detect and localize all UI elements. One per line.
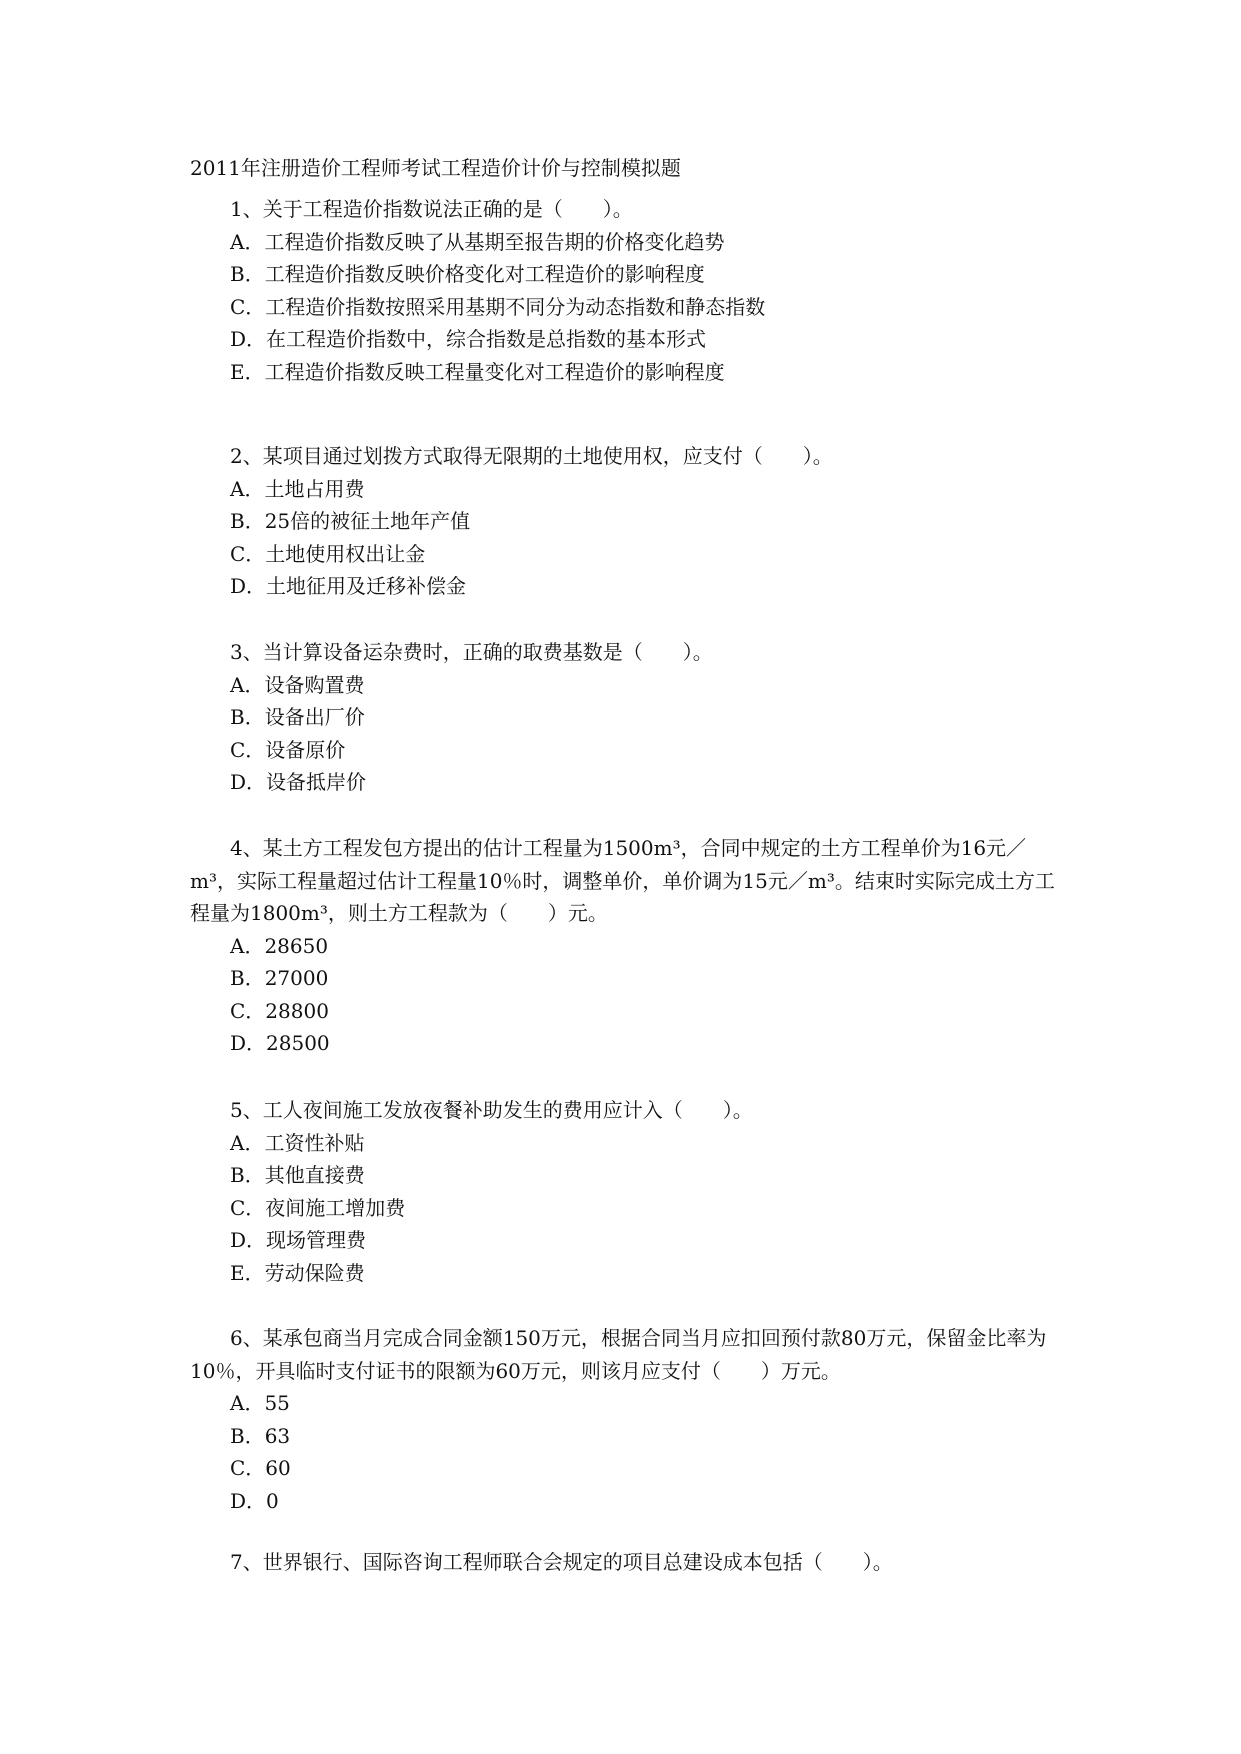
option-b: B．25倍的被征土地年产值 [230, 509, 471, 533]
option-list [190, 669, 1070, 799]
question-text: 2、某项目通过划拨方式取得无限期的土地使用权，应支付（ ）。 [230, 444, 833, 468]
question-1 [190, 193, 1070, 388]
option-a: A．工资性补贴 [230, 1130, 365, 1155]
question-4 [190, 832, 1070, 1060]
option-d: D．在工程造价指数中，综合指数是总指数的基本形式 [230, 327, 707, 351]
option-list [190, 1387, 1070, 1517]
option-d: D．28500 [230, 1031, 330, 1055]
question-text: 1、关于工程造价指数说法正确的是（ ）。 [230, 197, 633, 221]
option-list [190, 226, 1070, 389]
question-text: 3、当计算设备运杂费时，正确的取费基数是（ ）。 [230, 640, 713, 664]
option-b: B．63 [230, 1423, 291, 1448]
document-title: 2011年注册造价工程师考试工程造价计价与控制模拟题 [190, 156, 681, 180]
option-list [190, 930, 1070, 1060]
option-d: D．设备抵岸价 [230, 770, 367, 794]
option-list [190, 473, 1070, 603]
option-b: B．27000 [230, 966, 329, 990]
option-a: A．55 [230, 1391, 290, 1415]
question-text: 7、世界银行、国际咨询工程师联合会规定的项目总建设成本包括（ ）。 [230, 1550, 893, 1574]
option-b: B．工程造价指数反映价格变化对工程造价的影响程度 [230, 262, 705, 286]
option-a: A．28650 [230, 933, 329, 958]
option-b: B．其他直接费 [230, 1163, 365, 1187]
option-a: A．工程造价指数反映了从基期至报告期的价格变化趋势 [230, 229, 725, 254]
option-c: C．设备原价 [230, 737, 346, 762]
option-b: B．设备出厂价 [230, 705, 365, 729]
option-d: D．现场管理费 [230, 1228, 367, 1252]
question-7 [190, 1546, 1070, 1579]
option-list [190, 1127, 1070, 1290]
question-text: 5、工人夜间施工发放夜餐补助发生的费用应计入（ ）。 [230, 1098, 753, 1122]
question-5 [190, 1094, 1070, 1289]
option-c: C．28800 [230, 998, 329, 1023]
option-c: C．夜间施工增加费 [230, 1195, 406, 1220]
option-a: A．设备购置费 [230, 672, 365, 697]
option-e: E．工程造价指数反映工程量变化对工程造价的影响程度 [230, 359, 725, 384]
question-2 [190, 440, 1070, 603]
question-6 [190, 1322, 1070, 1517]
option-c: C．土地使用权出让金 [230, 541, 426, 566]
option-c: C．工程造价指数按照采用基期不同分为动态指数和静态指数 [230, 294, 766, 319]
option-a: A．土地占用费 [230, 476, 365, 501]
option-d: D．土地征用及迁移补偿金 [230, 574, 467, 598]
question-3 [190, 636, 1070, 799]
question-text: 6、某承包商当月完成合同金额150万元，根据合同当月应扣回预付款80万元，保留金比率为10％，开具临时支付证书的限额为60万元，则该月应支付（ ）万元。 [190, 1326, 1047, 1383]
option-e: E．劳动保险费 [230, 1260, 365, 1285]
option-c: C．60 [230, 1456, 291, 1480]
option-d: D．0 [230, 1488, 279, 1513]
question-text: 4、某土方工程发包方提出的估计工程量为1500m³，合同中规定的土方工程单价为16元／m³，实际工程量超过估计工程量10％时，调整单价，单价调为15元／m³。结束时实际完成土方工程量为1800m³，则土方工程款为（ ）元。 [190, 836, 1055, 925]
